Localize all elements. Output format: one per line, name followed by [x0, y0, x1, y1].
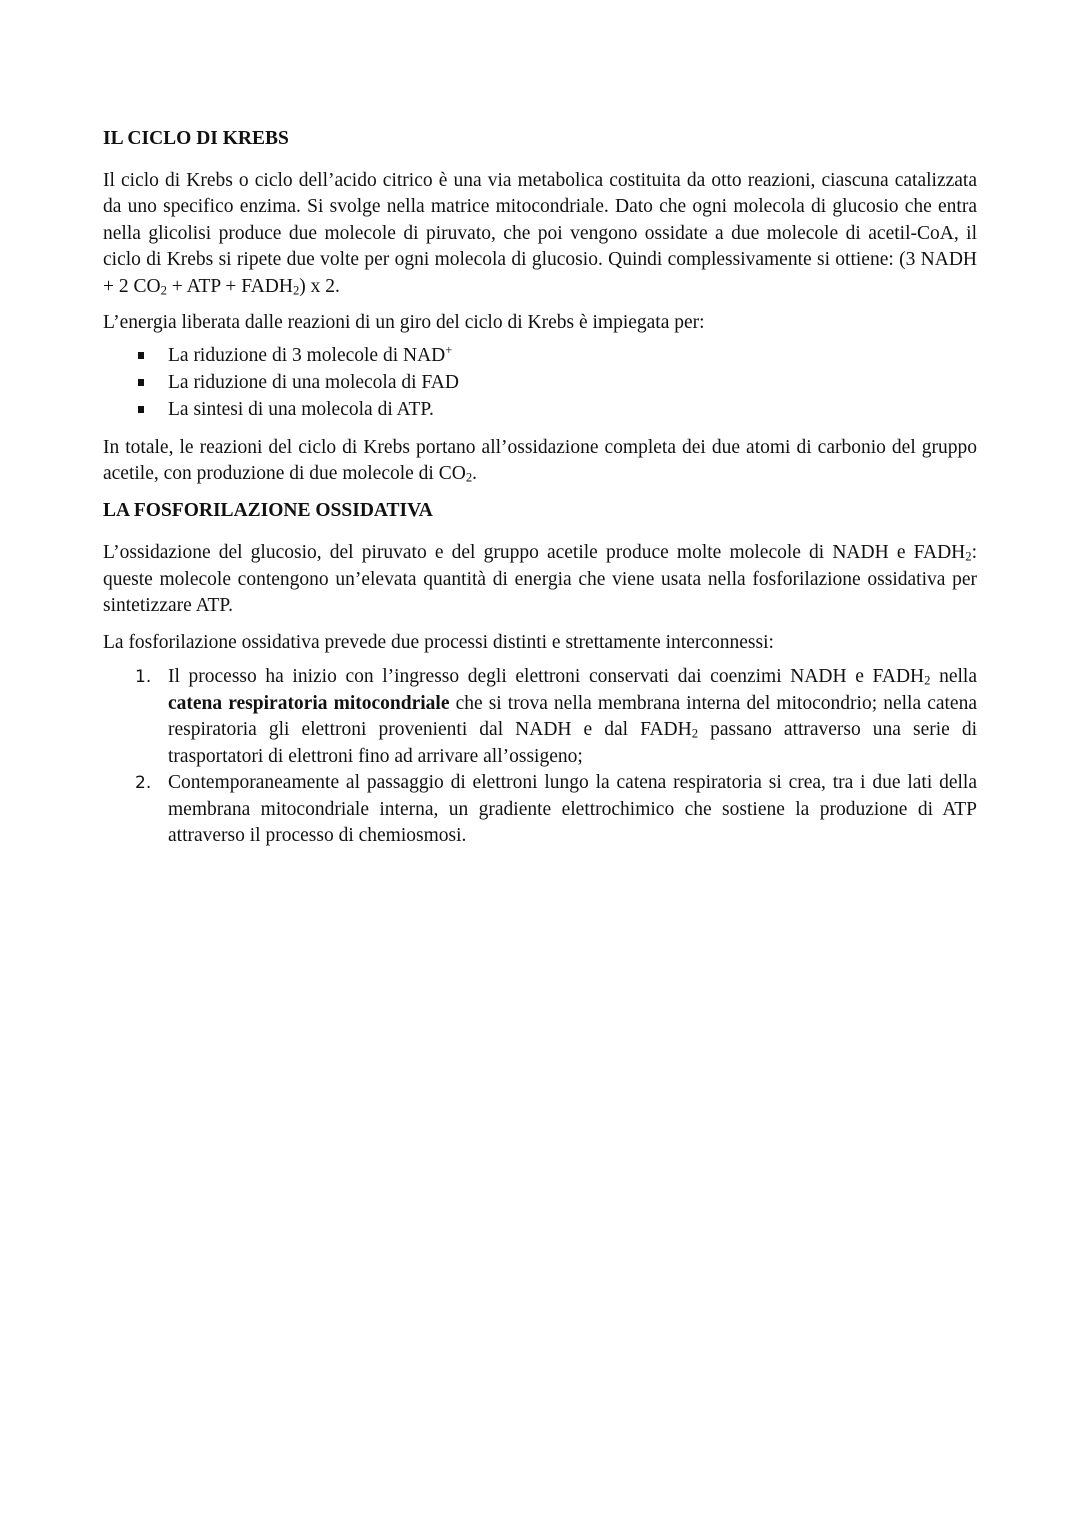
section-title-fosforilazione: LA FOSFORILAZIONE OSSIDATIVA	[103, 499, 433, 521]
list-item	[103, 342, 977, 369]
krebs-intro-text: ) x 2.	[299, 275, 340, 297]
superscript: +	[445, 342, 453, 357]
bold-term: catena respiratoria mitocondriale	[168, 692, 450, 714]
document-page	[103, 126, 977, 850]
list-number: 2.	[135, 773, 152, 793]
section-title-krebs: IL CICLO DI KREBS	[103, 128, 289, 149]
krebs-energy-lead: L’energia liberata dalle reazioni di un giro del ciclo di Krebs è impiegata per:	[103, 312, 705, 333]
paragraph-text: L’ossidazione del glucosio, del piruvato e del gruppo acetile produce molte molecole di NADH e FADH	[103, 542, 966, 563]
list-item-text: La riduzione di una molecola di FAD	[168, 371, 459, 393]
list-item-text: La riduzione di 3 molecole di NAD	[168, 344, 446, 366]
fosforilazione-lead: La fosforilazione ossidativa prevede due processi distinti e strettamente interconnessi:	[103, 631, 774, 653]
list-number: 1.	[135, 667, 152, 687]
list-item	[103, 369, 977, 396]
krebs-intro-text: + ATP + FADH	[166, 275, 293, 297]
fosforilazione-steps	[103, 664, 977, 850]
list-item	[103, 770, 977, 850]
subscript: 2	[924, 673, 931, 688]
krebs-total-paragraph	[103, 435, 977, 488]
subscript: 2	[160, 283, 167, 298]
fosforilazione-paragraph	[103, 540, 977, 620]
list-item-text: Contemporaneamente al passaggio di elettroni lungo la catena respiratoria si crea, tra i due lati della membrana mitocondriale interna, un gradiente elettrochimico che sostiene la produzione di ATP attraverso il processo di chemiosmosi.	[168, 772, 977, 846]
square-bullet-icon	[138, 406, 144, 413]
krebs-intro-paragraph	[103, 168, 977, 301]
list-item-text: nella	[930, 666, 977, 687]
subscript: 2	[292, 283, 300, 298]
list-item	[103, 664, 977, 770]
krebs-total-text: In totale, le reazioni del ciclo di Krebs portano all’ossidazione completa dei due atomi di carbonio del gruppo acetile, con produzione di due molecole di CO	[103, 436, 977, 484]
subscript: 2	[965, 549, 972, 564]
list-item-text: che si trova nella membrana interna del mitocondrio; nella catena respiratoria gli elettroni provenienti dal NADH e dal FADH	[168, 692, 977, 740]
list-item	[103, 396, 977, 423]
subscript: 2	[691, 726, 699, 741]
list-item-text: Il processo ha inizio con l’ingresso degli elettroni conservati dai coenzimi NADH e FADH	[168, 666, 925, 687]
subscript: 2	[465, 470, 473, 485]
paragraph-text: : queste molecole contengono un’elevata quantità di energia che viene usata nella fosforilazione ossidativa per sintetizzare ATP.	[103, 542, 977, 616]
list-item-text: La sintesi di una molecola di ATP.	[168, 398, 434, 420]
krebs-intro-text: Il ciclo di Krebs o ciclo dell’acido citrico è una via metabolica costituita da otto reazioni, ciascuna catalizzata da uno specifico enzima. Si svolge nella matrice mitocondriale. Dato che ogni molecola di glucosio che entra nella glicolisi produce due molecole di piruvato, che poi vengono ossidate a due molecole di acetil-CoA, il ciclo di Krebs si ripete due volte per ogni molecola di glucosio. Quindi complessivamente si ottiene: (3 NADH + 2 CO	[103, 169, 977, 297]
square-bullet-icon	[138, 379, 144, 386]
square-bullet-icon	[138, 352, 144, 359]
krebs-energy-list	[103, 342, 977, 423]
krebs-total-text: .	[472, 463, 478, 484]
list-item-text: passano attraverso una serie di trasportatori di elettroni fino ad arrivare all’ossigeno;	[168, 719, 977, 767]
